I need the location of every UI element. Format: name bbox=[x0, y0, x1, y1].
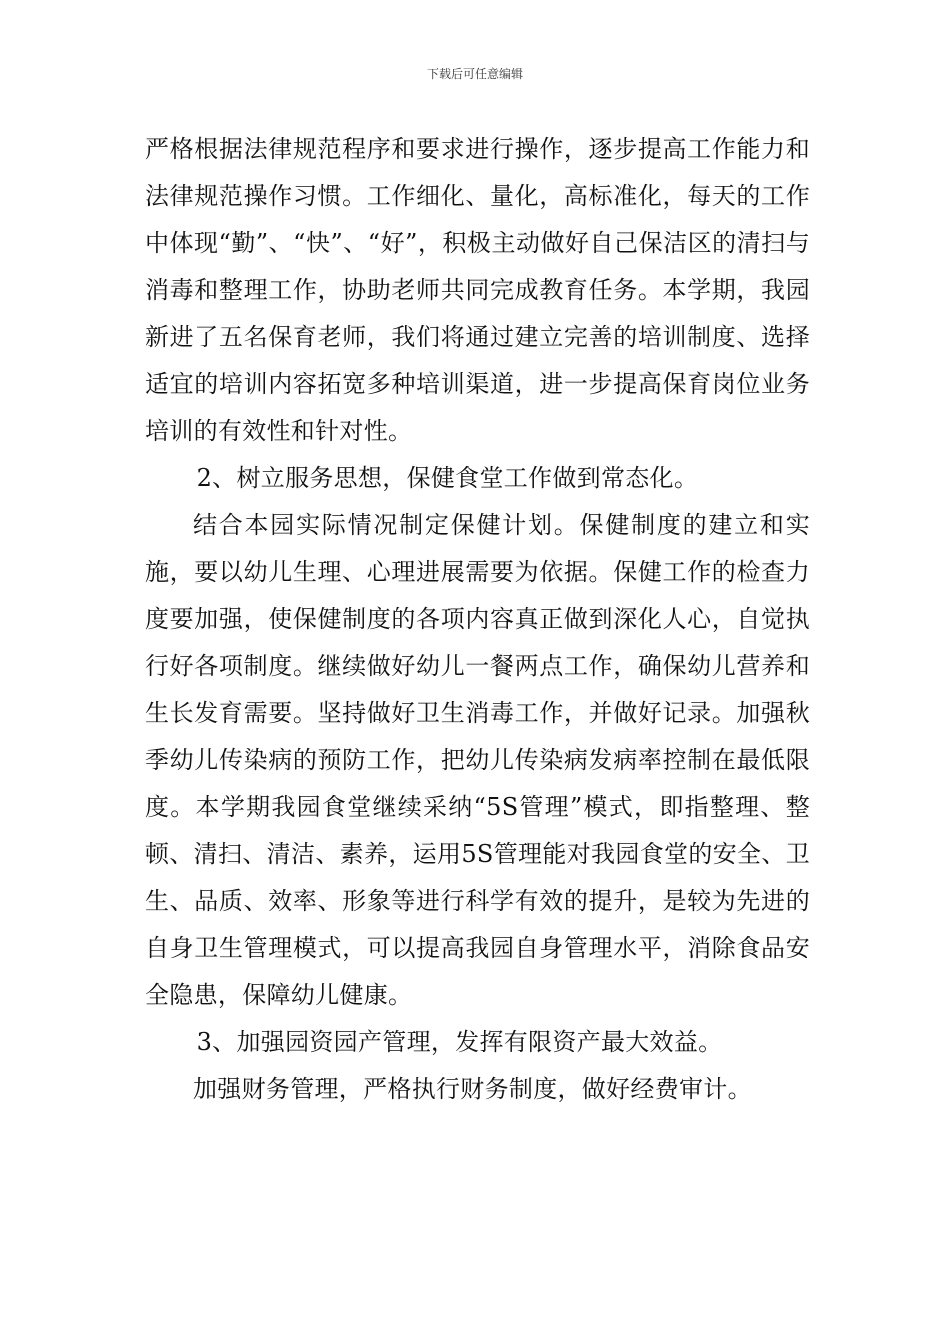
paragraph-finance: 加强财务管理，严格执行财务制度，做好经费审计。 bbox=[193, 1075, 752, 1103]
section-heading-3: 3、加强园资园产管理，发挥有限资产最大效益。 bbox=[196, 1028, 723, 1056]
document-body bbox=[145, 126, 810, 1113]
paragraph-continued: 严格根据法律规范程序和要求进行操作，逐步提高工作能力和法律规范操作习惯。工作细化、量化，高标准化，每天的工作中体现“勤”、“快”、“好”，积极主动做好自己保洁区的清扫与消毒和整理工作，协助老师共同完成教育任务。本学期，我园新进了五名保育老师，我们将通过建立完善的培训制度、选择适宜的培训内容拓宽多种培训渠道，进一步提高保育岗位业务培训的有效性和针对性。 bbox=[145, 135, 810, 445]
section-heading-2: 2、树立服务思想，保健食堂工作做到常态化。 bbox=[196, 464, 699, 492]
paragraph-health-canteen: 结合本园实际情况制定保健计划。保健制度的建立和实施，要以幼儿生理、心理进展需要为依据。保健工作的检查力度要加强，使保健制度的各项内容真正做到深化人心，自觉执行好各项制度。继续做好幼儿一餐两点工作，确保幼儿营养和生长发育需要。坚持做好卫生消毒工作，并做好记录。加强秋季幼儿传染病的预防工作，把幼儿传染病发病率控制在最低限度。本学期我园食堂继续采纳“5S管理”模式，即指整理、整顿、清扫、清洁、素养，运用5S管理能对我园食堂的安全、卫生、品质、效率、形象等进行科学有效的提升，是较为先进的自身卫生管理模式，可以提高我园自身管理水平，消除食品安全隐患，保障幼儿健康。 bbox=[145, 511, 810, 1009]
page-header: 下载后可任意编辑 bbox=[426, 67, 523, 81]
